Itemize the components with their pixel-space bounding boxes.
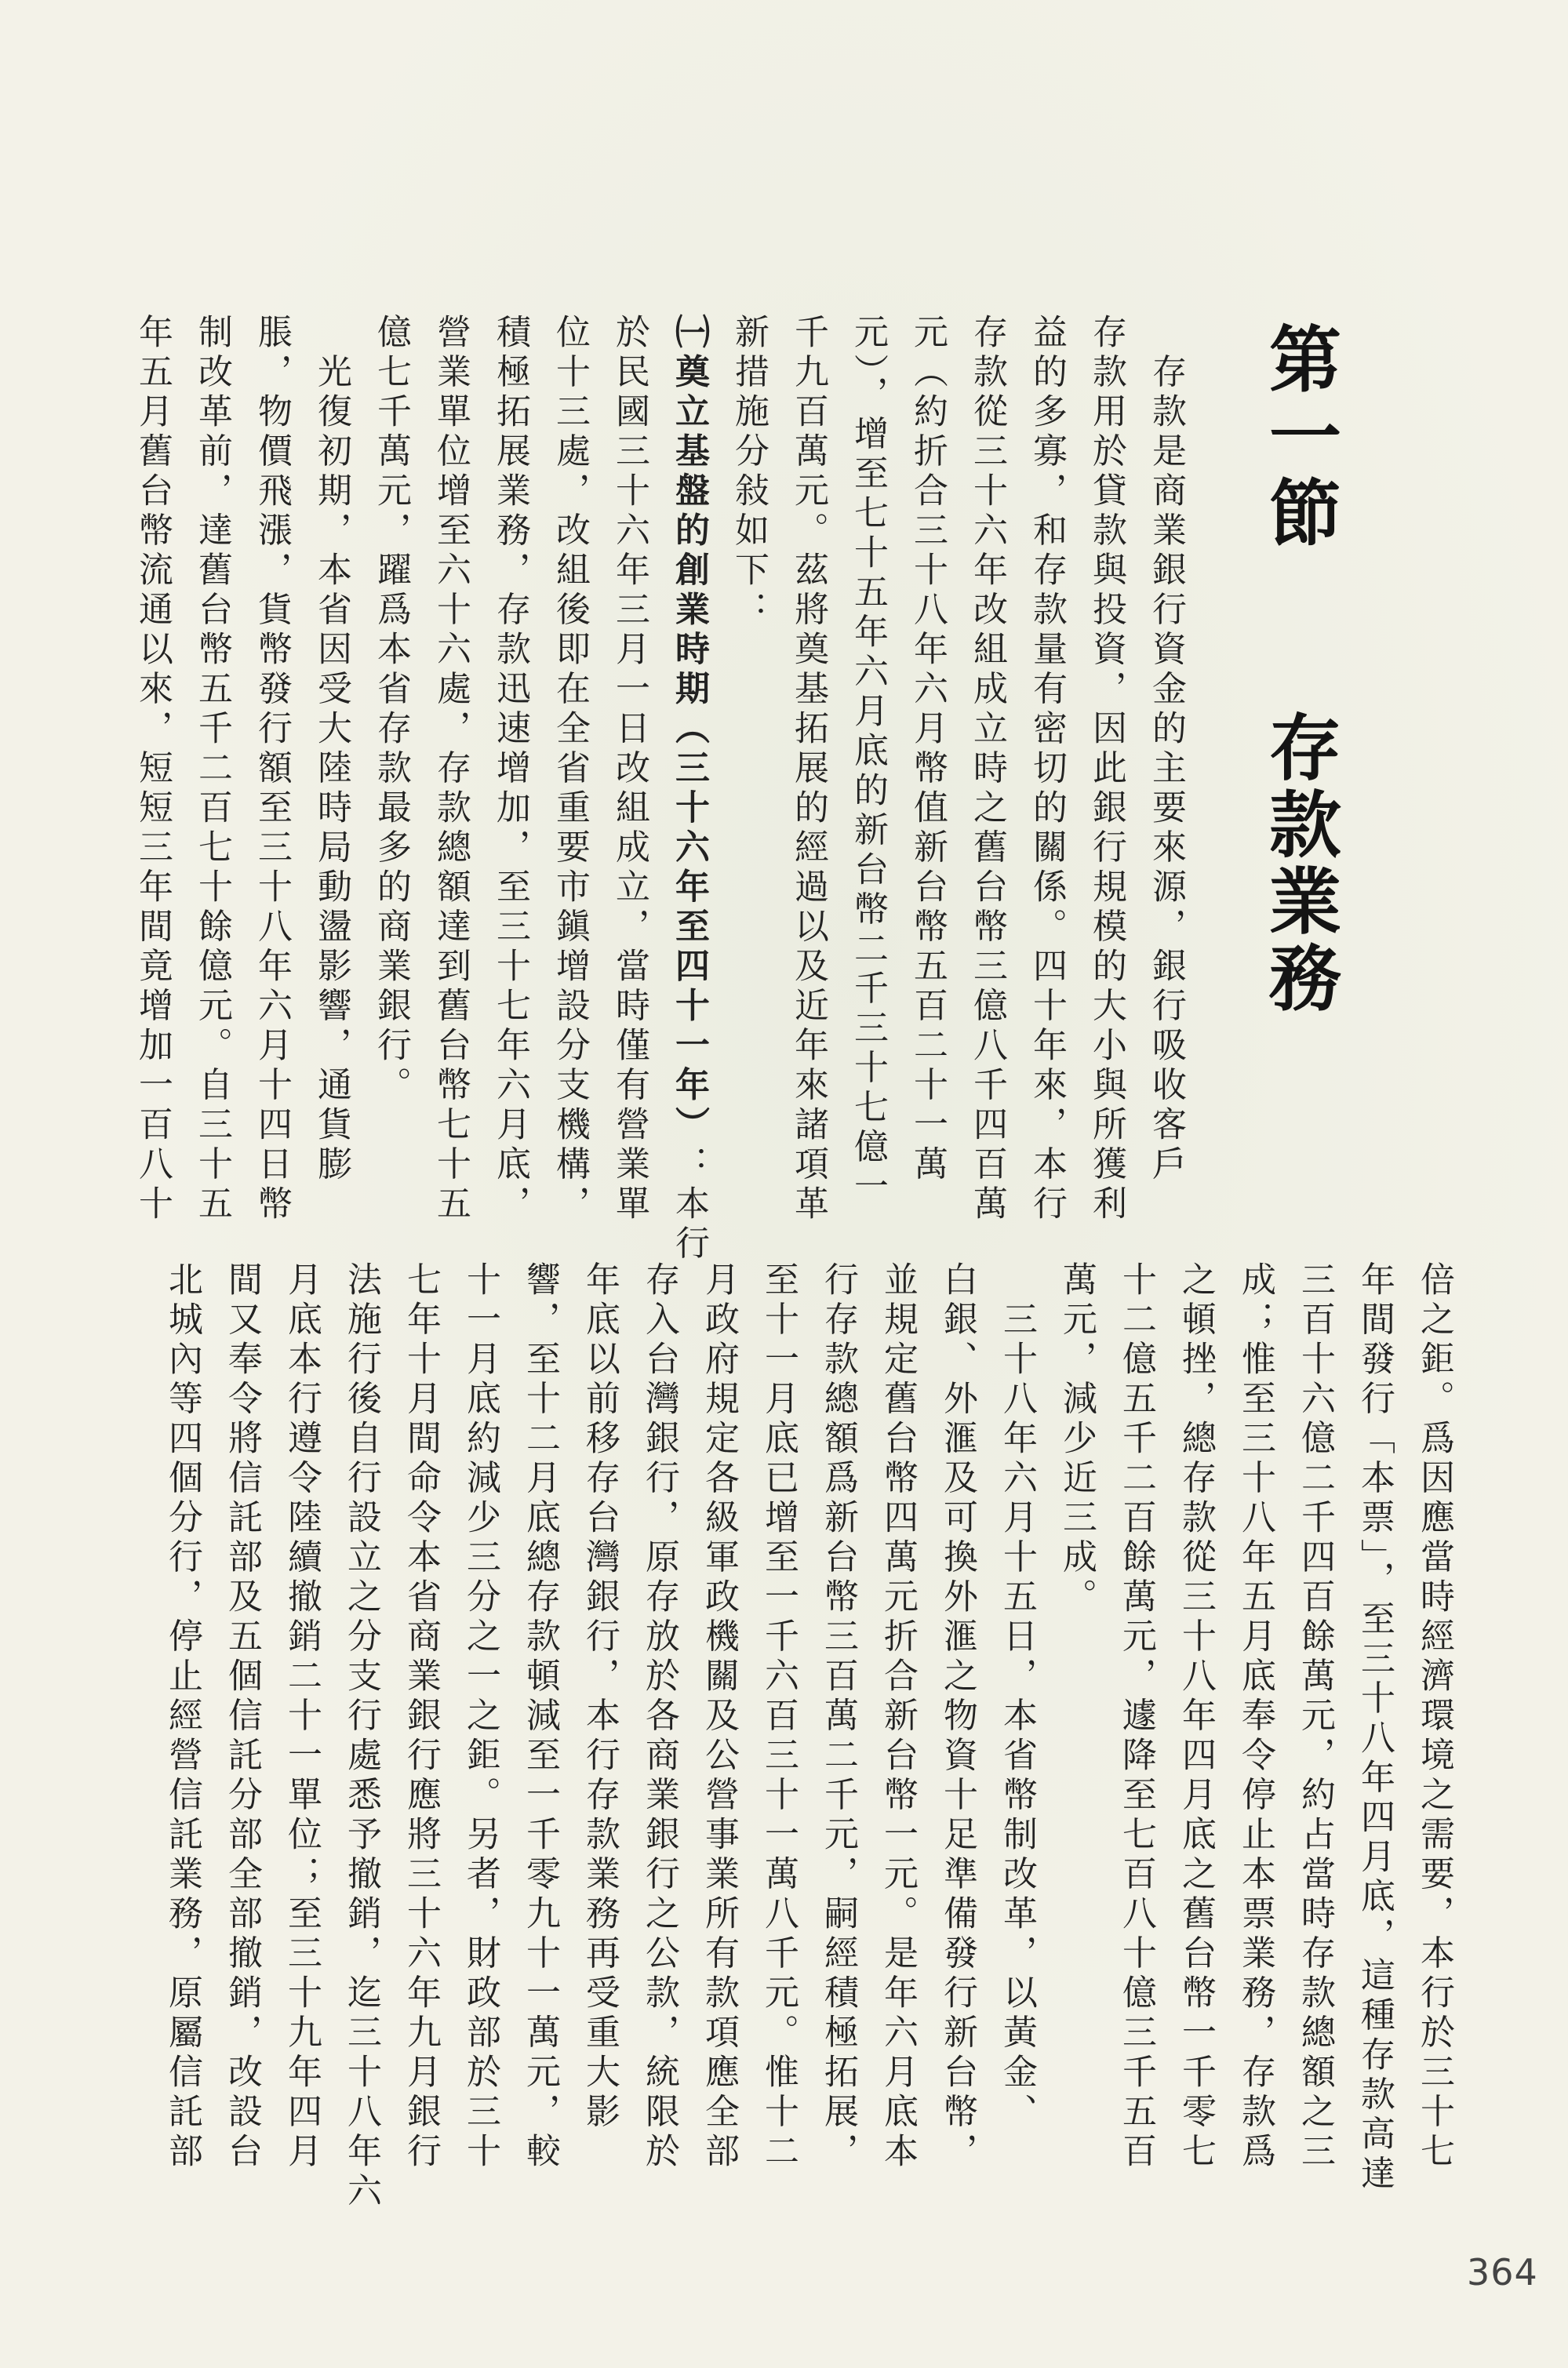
body-column: 萬元，減少近三成。: [1057, 1261, 1097, 1618]
body-column: 新措施分敍如下：: [729, 314, 769, 631]
section-title-number: 第一節: [1257, 322, 1341, 552]
body-column: 存款是商業銀行資金的主要來源，銀行吸收客戶: [1146, 314, 1186, 1185]
body-column: 位十三處，改組後即在全省重要市鎭增設分支機構，: [550, 314, 590, 1225]
section-title-text: 存款業務: [1257, 710, 1341, 1017]
body-column: 積極拓展業務，存款迅速增加，至三十七年六月底，: [490, 314, 530, 1225]
body-column: 制改革前，達舊台幣五千二百七十餘億元。自三十五: [192, 314, 232, 1225]
body-column: 並規定舊台幣四萬元折合新台幣一元。是年六月底本: [878, 1261, 918, 2173]
body-column: 三百十六億二千四百餘萬元，約占當時存款總額之三: [1295, 1261, 1335, 2173]
body-column: 間又奉令將信託部及五個信託分部全部撤銷，改設台: [222, 1261, 262, 2173]
body-column: 存款從三十六年改組成立時之舊台幣三億八千四百萬: [967, 314, 1007, 1225]
body-column: 至十一月底已增至一千六百三十一萬八千元。惟十二: [759, 1261, 799, 2173]
body-column: 益的多寡，和存款量有密切的關係。四十年來，本行: [1027, 314, 1067, 1225]
body-column: 行存款總額爲新台幣三百萬二千元，嗣經積極拓展，: [818, 1261, 858, 2173]
body-column: 月政府規定各級軍政機關及公營事業所有款項應全部: [699, 1261, 739, 2173]
body-column: 月底本行遵令陸續撤銷二十一單位；至三十九年四月: [282, 1261, 322, 2173]
body-column: 十二億五千二百餘萬元，遽降至七百八十億三千五百: [1116, 1261, 1156, 2173]
body-column: 元（約折合三十八年六月幣值新台幣五百二十一萬: [908, 314, 948, 1185]
body-column: 於民國三十六年三月一日改組成立，當時僅有營業單: [609, 314, 649, 1225]
body-column: 元），增至七十五年六月底的新台幣二千三十七億一: [848, 314, 888, 1208]
subsection-heading: ㈠奠立基盤的創業時期（三十六年至四十一年）: [669, 314, 709, 1146]
body-column: 營業單位增至六十六處，存款總額達到舊台幣七十五: [431, 314, 471, 1225]
subsection-heading-tail: ：本行: [669, 1145, 709, 1264]
body-column: 北城內等四個分行，停止經營信託業務，原屬信託部: [162, 1261, 202, 2173]
body-column: 光復初期，本省因受大陸時局動盪影響，通貨膨: [311, 314, 351, 1185]
body-column: 年底以前移存台灣銀行，本行存款業務再受重大影: [580, 1261, 620, 2133]
body-column: 法施行後自行設立之分支行處悉予撤銷，迄三十八年六: [341, 1261, 381, 2212]
body-column: 存入台灣銀行，原存放於各商業銀行之公款，統限於: [639, 1261, 679, 2173]
body-column: 年間發行「本票」，至三十八年四月底，這種存款高達: [1355, 1261, 1395, 2195]
subsection-heading-column: [669, 314, 709, 1264]
body-column: 三十八年六月十五日，本省幣制改革，以黃金、: [997, 1261, 1037, 2133]
body-column: 十一月底約減少三分之一之鉅。另者，財政部於三十: [460, 1261, 500, 2173]
page-number: 364: [1467, 2251, 1538, 2293]
body-column: 白銀、外滙及可換外滙之物資十足準備發行新台幣，: [937, 1261, 977, 2173]
body-column: 存款用於貸款與投資，因此銀行規模的大小與所獲利: [1086, 314, 1126, 1225]
body-column: 億七千萬元，躍爲本省存款最多的商業銀行。: [371, 314, 411, 1106]
body-column: 脹，物價飛漲，貨幣發行額至三十八年六月十四日幣: [252, 314, 292, 1225]
body-column: 成；惟至三十八年五月底奉令停止本票業務，存款爲: [1235, 1261, 1275, 2173]
body-column: 千九百萬元。茲將奠基拓展的經過以及近年來諸項革: [788, 314, 828, 1225]
body-column: 年五月舊台幣流通以來，短短三年間竟增加一百八十: [133, 314, 173, 1225]
body-column: 倍之鉅。爲因應當時經濟環境之需要，本行於三十七: [1414, 1261, 1454, 2173]
body-column: 之頓挫，總存款從三十八年四月底之舊台幣一千零七: [1176, 1261, 1216, 2173]
body-column: 響，至十二月底總存款頓減至一千零九十一萬元，較: [520, 1261, 560, 2173]
body-column: 七年十月間命令本省商業銀行應將三十六年九月銀行: [401, 1261, 441, 2173]
